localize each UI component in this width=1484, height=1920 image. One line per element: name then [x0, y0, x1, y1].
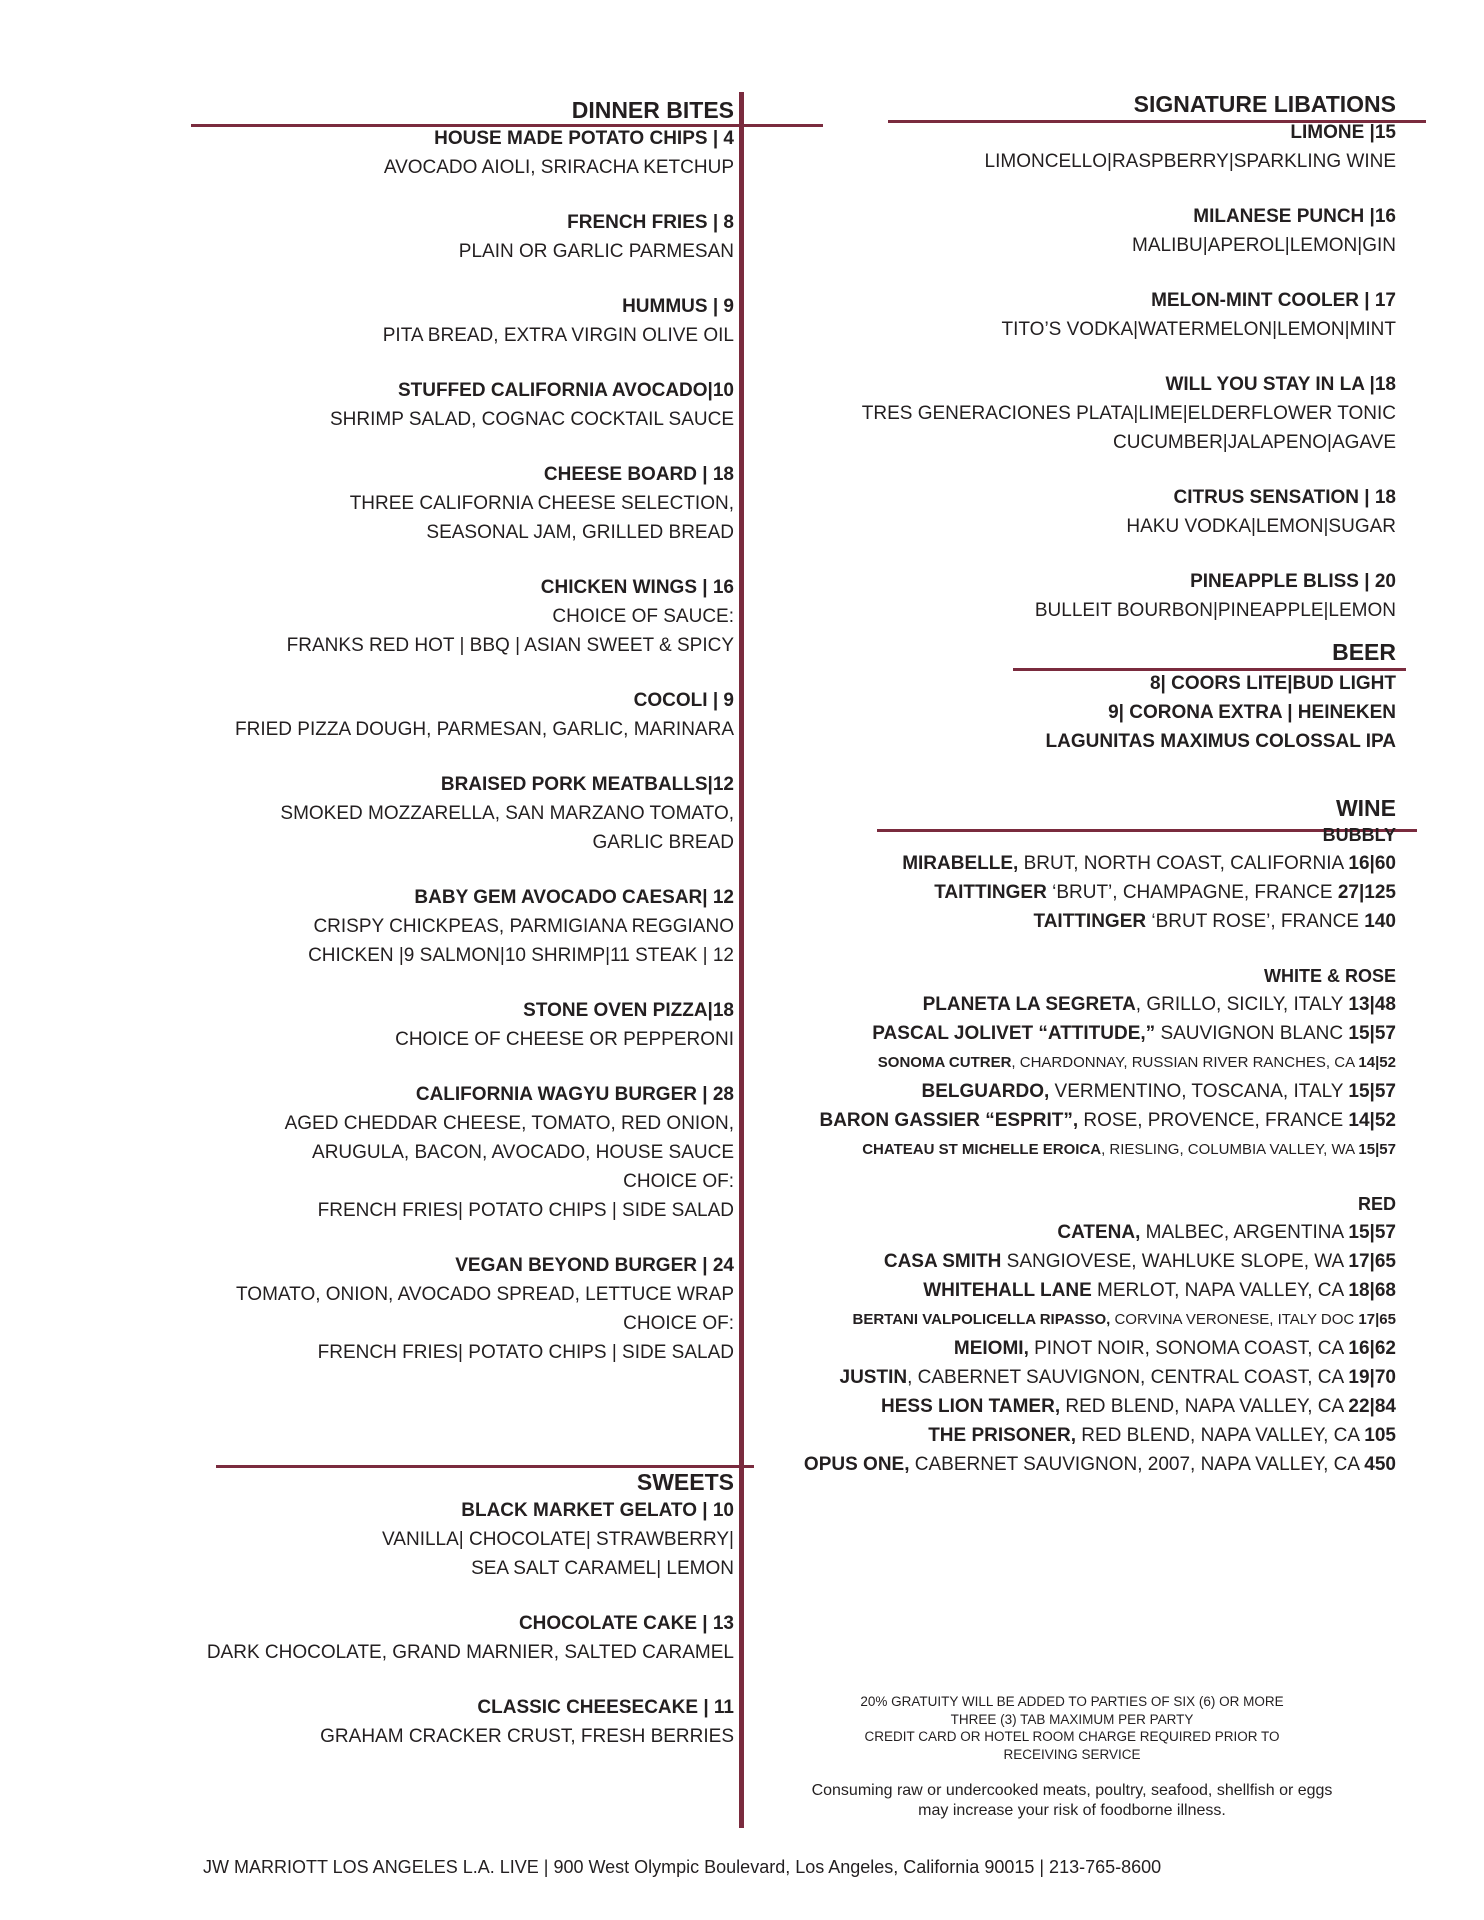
wine-subsection	[676, 1190, 1396, 1479]
menu-item	[756, 370, 1396, 457]
menu-item	[756, 286, 1396, 344]
menu-item-description: SMOKED MOZZARELLA, SAN MARZANO TOMATO,	[280, 803, 734, 824]
menu-item	[756, 118, 1396, 176]
wine-description: CORVINA VERONESE, ITALY DOC	[1110, 1311, 1359, 1328]
menu-item	[114, 124, 734, 182]
wine-price: 15|57	[1348, 1081, 1396, 1102]
menu-item	[114, 376, 734, 434]
menu-item-name: HOUSE MADE POTATO CHIPS | 4	[434, 128, 734, 149]
menu-item	[114, 1609, 734, 1667]
wine-price: 27|125	[1337, 882, 1396, 903]
wine-row	[676, 849, 1396, 878]
menu-item-name: FRENCH FRIES | 8	[567, 212, 734, 233]
wine-price: 17|65	[1348, 1251, 1396, 1272]
menu-item-description: TITO’S VODKA|WATERMELON|LEMON|MINT	[1001, 319, 1396, 340]
wine-name: BERTANI VALPOLICELLA RIPASSO,	[852, 1311, 1111, 1328]
menu-item-name: WILL YOU STAY IN LA |18	[1165, 374, 1396, 395]
wine-price: 22|84	[1348, 1396, 1396, 1417]
beer-line: 9| CORONA EXTRA | HEINEKEN	[1108, 702, 1396, 723]
menu-item	[114, 1080, 734, 1225]
menu-item-description: CHOICE OF:	[623, 1313, 734, 1334]
wine-list	[676, 821, 1396, 1479]
menu-item-name: MILANESE PUNCH |16	[1193, 206, 1396, 227]
note-line: 20% GRATUITY WILL BE ADDED TO PARTIES OF SIX (6) OR MORE	[860, 1694, 1284, 1709]
wine-price: 14|52	[1358, 1054, 1396, 1071]
wine-subsection	[676, 821, 1396, 936]
libations-list	[756, 118, 1396, 625]
menu-item-description: SEA SALT CARAMEL| LEMON	[471, 1558, 734, 1579]
wine-row	[676, 1077, 1396, 1106]
menu-item-description: LIMONCELLO|RASPBERRY|SPARKLING WINE	[984, 151, 1396, 172]
wine-row	[676, 1392, 1396, 1421]
dinner-bites-section	[114, 95, 734, 1393]
menu-item-description: SHRIMP SALAD, COGNAC COCKTAIL SAUCE	[329, 409, 734, 430]
beer-line: LAGUNITAS MAXIMUS COLOSSAL IPA	[1045, 731, 1396, 752]
service-notes	[822, 1693, 1322, 1763]
menu-item-name: CITRUS SENSATION | 18	[1173, 487, 1396, 508]
wine-subsection-title: WHITE & ROSE	[1263, 966, 1396, 986]
wine-row	[676, 1421, 1396, 1450]
wine-subsection-title: RED	[1357, 1194, 1396, 1214]
wine-price: 15|57	[1348, 1222, 1396, 1243]
wine-row	[676, 1019, 1396, 1048]
menu-item	[114, 1693, 734, 1751]
sweets-title: SWEETS	[636, 1469, 734, 1495]
wine-row	[676, 1363, 1396, 1392]
wine-name: SONOMA CUTRER	[877, 1054, 1012, 1071]
wine-description: ‘BRUT’, CHAMPAGNE, FRANCE	[1046, 882, 1338, 903]
wine-description: MALBEC, ARGENTINA	[1140, 1222, 1349, 1243]
menu-item-description: CRISPY CHICKPEAS, PARMIGIANA REGGIANO	[313, 916, 734, 937]
wine-description: SAUVIGNON BLANC	[1155, 1023, 1349, 1044]
wine-price: 450	[1364, 1454, 1396, 1475]
note-line: RECEIVING SERVICE	[1003, 1746, 1141, 1762]
menu-item-description: CHICKEN |9 SALMON|10 SHRIMP|11 STEAK | 12	[308, 945, 734, 966]
wine-price: 15|57	[1348, 1023, 1396, 1044]
note-line: CREDIT CARD OR HOTEL ROOM CHARGE REQUIRED PRIOR TO	[864, 1729, 1280, 1744]
wine-name: PLANETA LA SEGRETA	[922, 994, 1136, 1015]
wine-row	[676, 1334, 1396, 1363]
wine-description: , GRILLO, SICILY, ITALY	[1135, 994, 1349, 1015]
menu-item-description: DARK CHOCOLATE, GRAND MARNIER, SALTED CARAMEL	[206, 1642, 734, 1663]
wine-name: TAITTINGER	[934, 882, 1047, 903]
menu-item	[756, 202, 1396, 260]
beer-section	[996, 637, 1396, 756]
menu-item-name: CHEESE BOARD | 18	[543, 464, 734, 485]
menu-item-name: CHOCOLATE CAKE | 13	[518, 1613, 734, 1634]
wine-name: PASCAL JOLIVET “ATTITUDE,”	[872, 1023, 1156, 1044]
wine-row	[676, 907, 1396, 936]
menu-item	[114, 208, 734, 266]
menu-item-name: BRAISED PORK MEATBALLS|12	[440, 774, 734, 795]
consume-line: Consuming raw or undercooked meats, poultry, seafood, shellfish or eggs	[811, 1782, 1333, 1799]
menu-item	[756, 483, 1396, 541]
beer-title: BEER	[1332, 639, 1396, 665]
menu-item-name: COCOLI | 9	[633, 690, 734, 711]
wine-row	[676, 1247, 1396, 1276]
menu-item-description: CHOICE OF CHEESE OR PEPPERONI	[395, 1029, 734, 1050]
menu-item	[114, 1251, 734, 1367]
menu-item	[114, 292, 734, 350]
wine-name: CHATEAU ST MICHELLE EROICA	[862, 1141, 1102, 1158]
menu-item-name: MELON-MINT COOLER | 17	[1151, 290, 1396, 311]
wine-row	[676, 1450, 1396, 1479]
menu-item-description: CHOICE OF SAUCE:	[552, 606, 734, 627]
menu-item-name: BABY GEM AVOCADO CAESAR| 12	[414, 887, 734, 908]
wine-description: MERLOT, NAPA VALLEY, CA	[1091, 1280, 1349, 1301]
menu-item	[114, 883, 734, 970]
libations-section	[756, 89, 1396, 651]
wine-row	[676, 1135, 1396, 1164]
wine-row	[676, 1305, 1396, 1334]
wine-name: CASA SMITH	[883, 1251, 1002, 1272]
wine-description: , RIESLING, COLUMBIA VALLEY, WA	[1101, 1141, 1359, 1158]
menu-item-description: HAKU VODKA|LEMON|SUGAR	[1126, 516, 1396, 537]
menu-item-description: AVOCADO AIOLI, SRIRACHA KETCHUP	[383, 157, 734, 178]
wine-name: TAITTINGER	[1033, 911, 1147, 932]
menu-item-description: VANILLA| CHOCOLATE| STRAWBERRY|	[382, 1529, 734, 1550]
menu-item	[114, 996, 734, 1054]
footer-address: JW MARRIOTT LOS ANGELES L.A. LIVE | 900 West Olympic Boulevard, Los Angeles, California 90015 | 213-765-8600	[203, 1857, 1162, 1877]
wine-price: 19|70	[1348, 1367, 1396, 1388]
menu-item	[114, 686, 734, 744]
menu-item	[756, 567, 1396, 625]
wine-description: RED BLEND, NAPA VALLEY, CA	[1076, 1425, 1365, 1446]
dinner-bites-list	[114, 124, 734, 1367]
menu-item-description: AGED CHEDDAR CHEESE, TOMATO, RED ONION,	[284, 1113, 734, 1134]
menu-item	[114, 770, 734, 857]
wine-price: 16|62	[1348, 1338, 1396, 1359]
wine-name: WHITEHALL LANE	[923, 1280, 1092, 1301]
menu-item-description: TOMATO, ONION, AVOCADO SPREAD, LETTUCE WRAP	[236, 1284, 734, 1305]
wine-price: 140	[1364, 911, 1396, 932]
menu-item-description: THREE CALIFORNIA CHEESE SELECTION,	[349, 493, 734, 514]
sweets-section	[114, 1467, 734, 1777]
wine-name: HESS LION TAMER,	[881, 1396, 1061, 1417]
wine-description: , CHARDONNAY, RUSSIAN RIVER RANCHES, CA	[1011, 1054, 1359, 1071]
sweets-list	[114, 1496, 734, 1751]
menu-item-description: CUCUMBER|JALAPENO|AGAVE	[1113, 432, 1396, 453]
wine-title: WINE	[1335, 795, 1396, 821]
wine-price: 18|68	[1348, 1280, 1396, 1301]
note-line: THREE (3) TAB MAXIMUM PER PARTY	[950, 1711, 1194, 1727]
wine-name: OPUS ONE,	[803, 1454, 910, 1475]
beer-list	[996, 669, 1396, 756]
wine-row	[676, 1106, 1396, 1135]
menu-item	[114, 460, 734, 547]
menu-item-description: TRES GENERACIONES PLATA|LIME|ELDERFLOWER TONIC	[861, 403, 1396, 424]
beer-line: 8| COORS LITE|BUD LIGHT	[1149, 673, 1396, 694]
wine-description: SANGIOVESE, WAHLUKE SLOPE, WA	[1001, 1251, 1349, 1272]
wine-price: 15|57	[1358, 1141, 1396, 1158]
menu-item-description: FRENCH FRIES| POTATO CHIPS | SIDE SALAD	[317, 1342, 734, 1363]
libations-title: SIGNATURE LIBATIONS	[1133, 91, 1396, 117]
menu-item-description: MALIBU|APEROL|LEMON|GIN	[1132, 235, 1396, 256]
menu-item-description: FRANKS RED HOT | BBQ | ASIAN SWEET & SPICY	[286, 635, 734, 656]
consumption-warning	[772, 1781, 1372, 1821]
menu-item-description: FRENCH FRIES| POTATO CHIPS | SIDE SALAD	[317, 1200, 734, 1221]
menu-item-description: PLAIN OR GARLIC PARMESAN	[458, 241, 734, 262]
menu-item-name: LIMONE |15	[1290, 122, 1396, 143]
wine-price: 16|60	[1348, 853, 1396, 874]
menu-item-name: HUMMUS | 9	[622, 296, 734, 317]
wine-price: 105	[1364, 1425, 1396, 1446]
menu-item-name: PINEAPPLE BLISS | 20	[1190, 571, 1396, 592]
wine-price: 17|65	[1358, 1311, 1396, 1328]
menu-item-description: PITA BREAD, EXTRA VIRGIN OLIVE OIL	[382, 325, 734, 346]
wine-name: MIRABELLE,	[902, 853, 1019, 874]
menu-item-name: CALIFORNIA WAGYU BURGER | 28	[415, 1084, 734, 1105]
wine-row	[676, 990, 1396, 1019]
wine-price: 13|48	[1348, 994, 1396, 1015]
wine-subsection-title: BUBBLY	[1322, 825, 1396, 845]
menu-item-name: STUFFED CALIFORNIA AVOCADO|10	[397, 380, 734, 401]
menu-item	[114, 1496, 734, 1583]
wine-description: VERMENTINO, TOSCANA, ITALY	[1049, 1081, 1349, 1102]
wine-description: BRUT, NORTH COAST, CALIFORNIA	[1018, 853, 1349, 874]
wine-row	[676, 1218, 1396, 1247]
wine-name: MEIOMI,	[953, 1338, 1029, 1359]
wine-subsection	[676, 962, 1396, 1164]
wine-description: ‘BRUT ROSE’, FRANCE	[1146, 911, 1365, 932]
menu-item-description: GRAHAM CRACKER CRUST, FRESH BERRIES	[320, 1726, 734, 1747]
menu-item-name: CHICKEN WINGS | 16	[540, 577, 734, 598]
menu-item-name: CLASSIC CHEESECAKE | 11	[477, 1697, 734, 1718]
wine-description: ROSE, PROVENCE, FRANCE	[1078, 1110, 1349, 1131]
wine-name: JUSTIN	[839, 1367, 908, 1388]
menu-item-description: GARLIC BREAD	[592, 832, 734, 853]
consume-line: may increase your risk of foodborne illness.	[918, 1802, 1226, 1819]
wine-section	[676, 793, 1396, 1505]
wine-row	[676, 1276, 1396, 1305]
menu-item-name: STONE OVEN PIZZA|18	[523, 1000, 734, 1021]
menu-item	[114, 573, 734, 660]
menu-item-description: ARUGULA, BACON, AVOCADO, HOUSE SAUCE	[312, 1142, 734, 1163]
menu-item-name: BLACK MARKET GELATO | 10	[461, 1500, 734, 1521]
menu-item-name: VEGAN BEYOND BURGER | 24	[455, 1255, 734, 1276]
menu-item-description: SEASONAL JAM, GRILLED BREAD	[426, 522, 734, 543]
wine-price: 14|52	[1348, 1110, 1396, 1131]
wine-row	[676, 1048, 1396, 1077]
wine-name: BARON GASSIER “ESPRIT”,	[819, 1110, 1079, 1131]
dinner-bites-title: DINNER BITES	[571, 97, 734, 123]
wine-description: RED BLEND, NAPA VALLEY, CA	[1060, 1396, 1349, 1417]
wine-name: CATENA,	[1057, 1222, 1141, 1243]
wine-name: THE PRISONER,	[928, 1425, 1076, 1446]
menu-item-description: FRIED PIZZA DOUGH, PARMESAN, GARLIC, MARINARA	[235, 719, 734, 740]
wine-description: CABERNET SAUVIGNON, 2007, NAPA VALLEY, CA	[909, 1454, 1365, 1475]
wine-description: PINOT NOIR, SONOMA COAST, CA	[1028, 1338, 1349, 1359]
wine-name: BELGUARDO,	[921, 1081, 1050, 1102]
wine-row	[676, 878, 1396, 907]
menu-item-description: BULLEIT BOURBON|PINEAPPLE|LEMON	[1034, 600, 1396, 621]
wine-description: , CABERNET SAUVIGNON, CENTRAL COAST, CA	[907, 1367, 1349, 1388]
menu-item-description: CHOICE OF:	[623, 1171, 734, 1192]
